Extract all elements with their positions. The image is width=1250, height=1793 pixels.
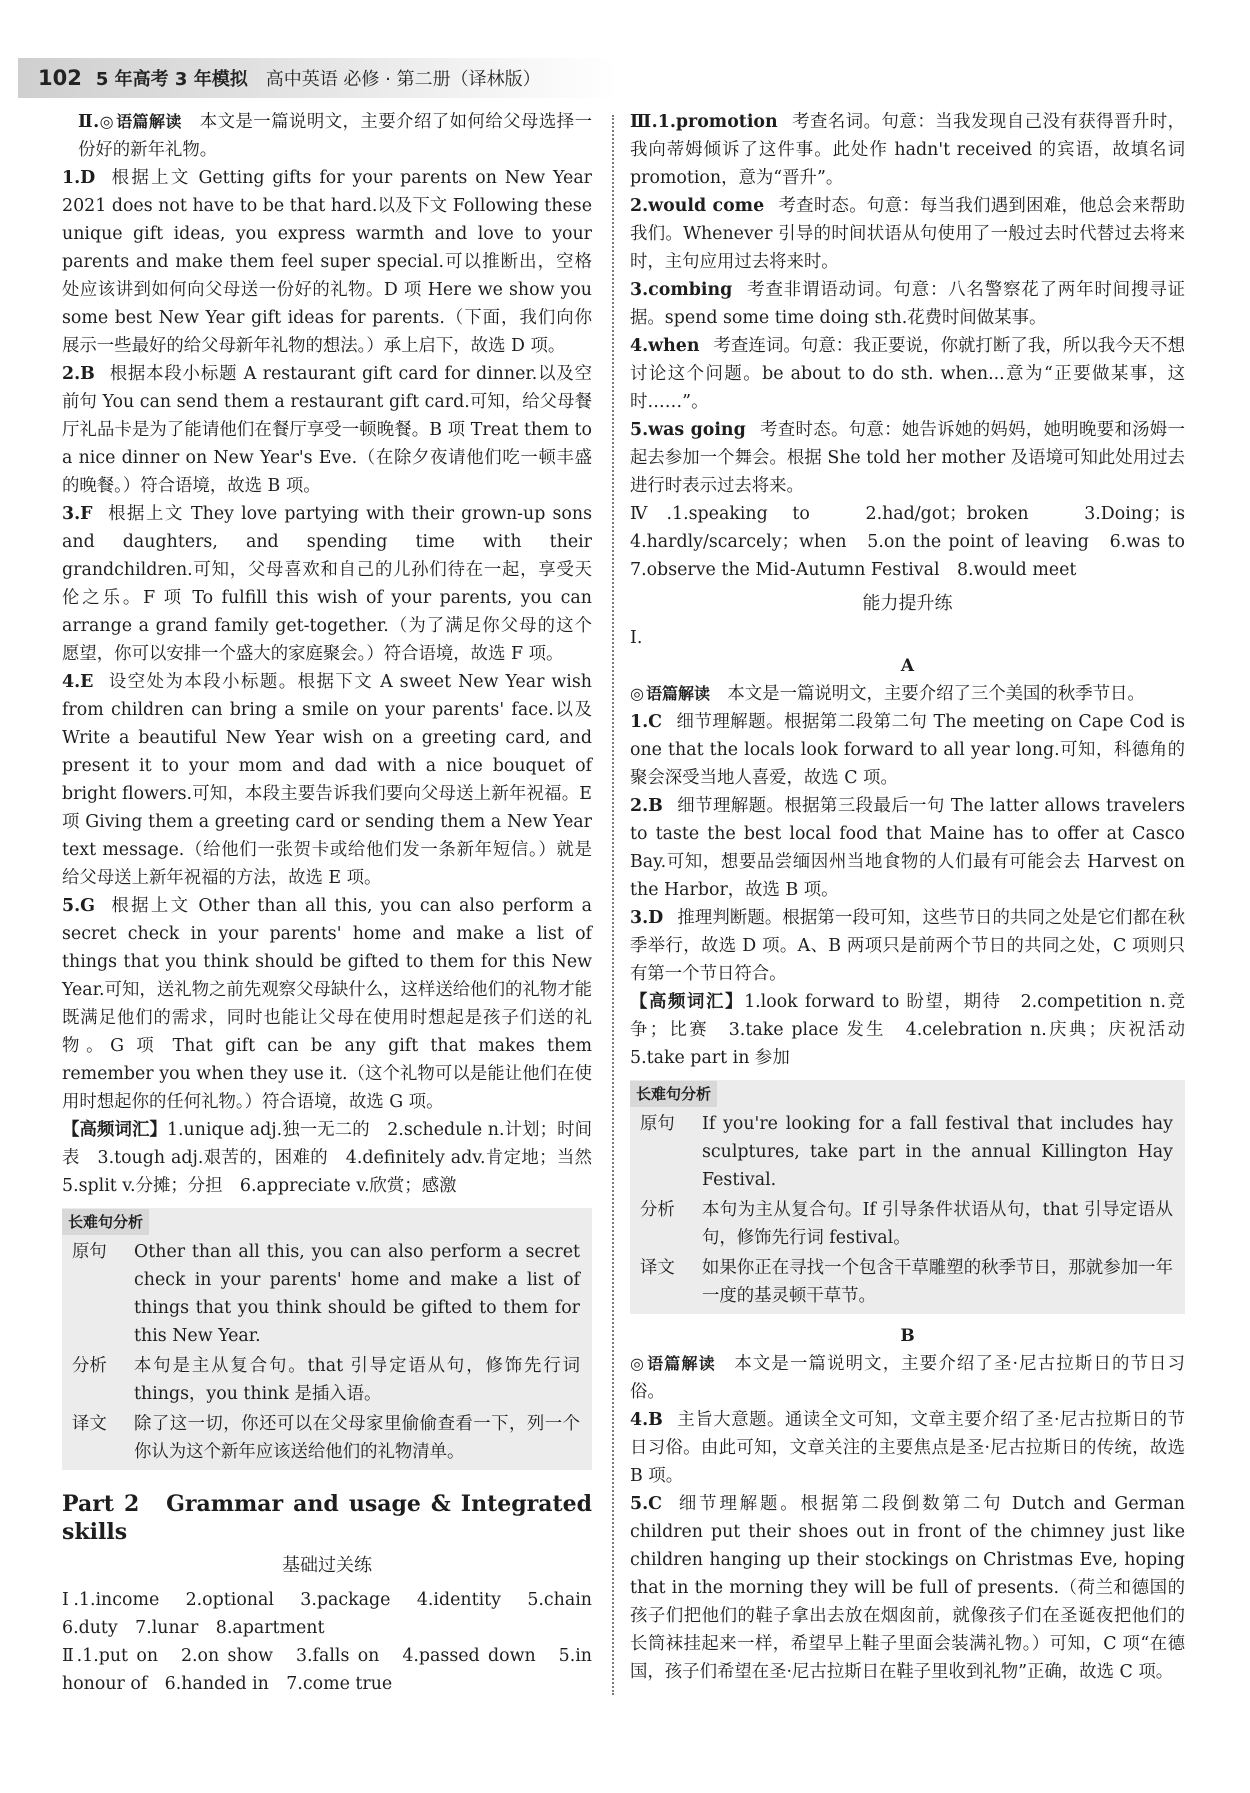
passage-b-answers — [630, 1406, 1185, 1686]
answer-item: 3.D 推理判断题。根据第一段可知，这些节日的共同之处是它们都在秋季举行，故选 D 项。A、B 两项只是前两个节日的共同之处，C 项则只有第一个节日符合。 — [630, 908, 1185, 984]
passage-b-intro: ◎ 语篇解读 本文是一篇说明文，主要介绍了圣·尼古拉斯日的节日习俗。 — [630, 1350, 1185, 1406]
vocab-label: 【高频词汇】 — [630, 992, 745, 1012]
box-row: 分析 本句为主从复合句。If 引导条件状语从句，that 引导定语从句，修饰先行词 festival。 — [640, 1200, 1173, 1248]
box-row: 原句 Other than all this, you can also perform a secret check in your parents' home and make a list of things that you think should be gifted to them for this New Year. — [72, 1242, 580, 1346]
long-sentence-box — [62, 1208, 592, 1470]
vocab-section — [630, 988, 1203, 1072]
answer-item: 5.was going 考查时态。句意：她告诉她的妈妈，她明晚要和汤姆一起去参加一个舞会。根据 She told her mother 及语境可知此处用过去进行时表示过去将来。 — [630, 420, 1185, 496]
box-title: 长难句分析 — [630, 1081, 717, 1107]
section-3-answers — [630, 108, 1185, 500]
section-2-intro: 本文是一篇说明文，主要介绍了如何给父母选择一份好的新年礼物。 — [78, 112, 592, 160]
answer-item: 4.E 设空处为本段小标题。根据下文 A sweet New Year wish from children can bring a smile on your parents' face.以及 Write a beautiful New Year wish on a greeting card, and present it to your mom and dad with a nice bouquet of bright flowers.可知，本段主要告诉我们要向父母送上新年祝福。E 项 Giving them a greeting card or sending them a New Year text message.（给他们一张贺卡或给他们发一条新年短信。）就是给父母送上新年祝福的方法，故选 E 项。 — [62, 672, 592, 888]
right-column — [630, 108, 1203, 1686]
answer-list — [62, 164, 592, 1116]
answer-item: 3.combing 考查非谓语动词。句意：八名警察花了两年时间搜寻证据。spend some time doing sth.花费时间做某事。 — [630, 280, 1185, 328]
answer-item: 5.C 细节理解题。根据第二段倒数第二句 Dutch and German children put their shoes out in front of the chimney just like children hanging up their stockings on Christmas Eve, hoping that in the morning they will be full of presents.（荷兰和德国的孩子们把他们的鞋子拿出去放在烟囱前，就像孩子们在圣诞夜把他们的长筒袜挂起来一样，希望早上鞋子里面会装满礼物。）可知，C 项“在德国，孩子们希望在圣·尼古拉斯日在鞋子里收到礼物”正确，故选 C 项。 — [630, 1494, 1185, 1682]
section-4-answers: Ⅳ.1.speaking to 2.had/got；broken 3.Doing；is 4.hardly/scarcely；when 5.on the point of leaving 6.was to 7.observe the Mid-Autumn Festival 8.would meet — [630, 504, 1203, 580]
box-row: 译文 如果你正在寻找一个包含干草雕塑的秋季节日，那就参加一年一度的基灵顿干草节。 — [640, 1258, 1173, 1306]
column-divider — [612, 115, 614, 1695]
answer-item: 1.C 细节理解题。根据第二段第二句 The meeting on Cape Cod is one that the locals look forward to all year long.可知，科德角的聚会深受当地人喜爱，故选 C 项。 — [630, 712, 1185, 788]
answer-item: 2.would come 考查时态。句意：每当我们遇到困难，他总会来帮助我们。Whenever 引导的时间状语从句使用了一般过去时代替过去将来时，主句应用过去将来时。 — [630, 196, 1186, 272]
answer-item: Ⅲ.1.promotion 考查名词。句意：当我发现自己没有获得晋升时，我向蒂姆倾诉了这件事。此处作 hadn't received 的宾语，故填名词 promotion，意为“晋升”。 — [630, 112, 1185, 188]
box-title: 长难句分析 — [62, 1209, 149, 1235]
left-column — [62, 108, 610, 1698]
vocab-text: 1.look forward to 盼望，期待 2.competition n.竞争；比赛 3.take place 发生 4.celebration n.庆典；庆祝活动 5.take part in 参加 — [630, 992, 1203, 1068]
basic-title: 基础过关练 — [282, 1555, 372, 1576]
part-title: Part 2 Grammar and usage & Integrated skills — [62, 1491, 592, 1545]
answer-item: 4.B 主旨大意题。通读全文可知，文章主要介绍了圣·尼古拉斯日的节日习俗。由此可知，文章关注的主要焦点是圣·尼古拉斯日的传统，故选 B 项。 — [630, 1410, 1185, 1486]
section-2-heading: Ⅱ.◎ 语篇解读 本文是一篇说明文，主要介绍了如何给父母选择一份好的新年礼物。 — [62, 108, 592, 164]
ability-title: 能力提升练 — [862, 593, 953, 614]
box-row: 译文 除了这一切，你还可以在父母家里偷偷查看一下，列一个你认为这个新年应该送给他们的礼物清单。 — [72, 1414, 580, 1462]
vocab-text: 1.unique adj.独一无二的 2.schedule n.计划；时间表 3.tough adj.艰苦的，困难的 4.definitely adv.肯定地；当然 5.split v.分摊；分担 6.appreciate v.欣赏；感激 — [62, 1120, 610, 1196]
answer-item: 2.B 根据本段小标题 A restaurant gift card for dinner.以及空前句 You can send them a restaurant gift card.可知，给父母餐厅礼品卡是为了能请他们在餐厅享受一顿晚餐。B 项 Treat them to a nice dinner on New Year's Eve.（在除夕夜请他们吃一顿丰盛的晚餐。）符合语境，故选 B 项。 — [62, 364, 592, 496]
section-1-label: Ⅰ. — [630, 628, 643, 648]
basic-answers-2: Ⅱ.1.put on 2.on show 3.falls on 4.passed down 5.in honour of 6.handed in 7.come true — [62, 1646, 592, 1694]
passage-a-answers — [630, 708, 1185, 988]
book-title: 5 年高考 3 年模拟 — [95, 69, 248, 90]
answer-item: 2.B 细节理解题。根据第三段最后一句 The latter allows travelers to taste the best local food that Maine has to offer at Casco Bay.可知，想要品尝缅因州当地食物的人们最有可能会去 Harvest on the Harbor，故选 B 项。 — [630, 796, 1185, 900]
passage-a-intro: ◎ 语篇解读 本文是一篇说明文，主要介绍了三个美国的秋季节日。 — [630, 680, 1185, 708]
page-header — [18, 58, 618, 98]
long-sentence-box — [630, 1080, 1185, 1314]
book-subtitle: 高中英语 必修 · 第二册（译林版） — [265, 69, 541, 90]
vocab-section — [62, 1116, 610, 1200]
passage-b-label: B — [900, 1326, 915, 1346]
reading-tag: ◎ 语篇解读 — [630, 684, 710, 703]
reading-tag: ◎ 语篇解读 — [99, 112, 182, 131]
reading-tag: ◎ 语篇解读 — [630, 1354, 716, 1373]
page-number: 102 — [38, 66, 82, 90]
box-row: 原句 If you're looking for a fall festival that includes hay sculptures, take part in the annual Killington Hay Festival. — [640, 1114, 1173, 1190]
passage-a-label: A — [900, 656, 915, 676]
vocab-label: 【高频词汇】 — [62, 1120, 167, 1140]
answer-item: 3.F 根据上文 They love partying with their grown-up sons and daughters, and spending time with their grandchildren.可知，父母喜欢和自己的儿孙们待在一起，享受天伦之乐。F 项 To fulfill this wish of your parents, you can arrange a grand family get-together.（为了满足你父母的这个愿望，你可以安排一个盛大的家庭聚会。）符合语境，故选 F 项。 — [62, 504, 592, 664]
basic-answers-1: Ⅰ.1.income 2.optional 3.package 4.identity 5.chain 6.duty 7.lunar 8.apartment — [62, 1590, 610, 1638]
answer-item: 4.when 考查连词。句意：我正要说，你就打断了我，所以我今天不想讨论这个问题。be about to do sth. when...意为“正要做某事，这时……”。 — [630, 336, 1185, 412]
answer-item: 5.G 根据上文 Other than all this, you can also perform a secret check in your parents' home and make a list of things that you think should be gifted to them for this New Year.可知，送礼物之前先观察父母缺什么，这样送给他们的礼物才能既满足他们的需求，同时也能让父母在使用时想起是孩子们送的礼物。G 项 That gift can be any gift that makes them remember you when they use it.（这个礼物可以是能让他们在使用时想起你的任何礼物。）符合语境，故选 G 项。 — [62, 896, 592, 1112]
box-row: 分析 本句是主从复合句。that 引导定语从句，修饰先行词 things，you think 是插入语。 — [72, 1356, 580, 1404]
answer-item: 1.D 根据上文 Getting gifts for your parents on New Year 2021 does not have to be that hard.以及下文 Following these unique gift ideas, you express warmth and love to your parents and make them feel super special.可以推断出，空格处应该讲到如何向父母送一份好的礼物。D 项 Here we show you some best New Year gift ideas for parents.（下面，我们向你展示一些最好的给父母新年礼物的想法。）承上启下，故选 D 项。 — [62, 168, 592, 356]
